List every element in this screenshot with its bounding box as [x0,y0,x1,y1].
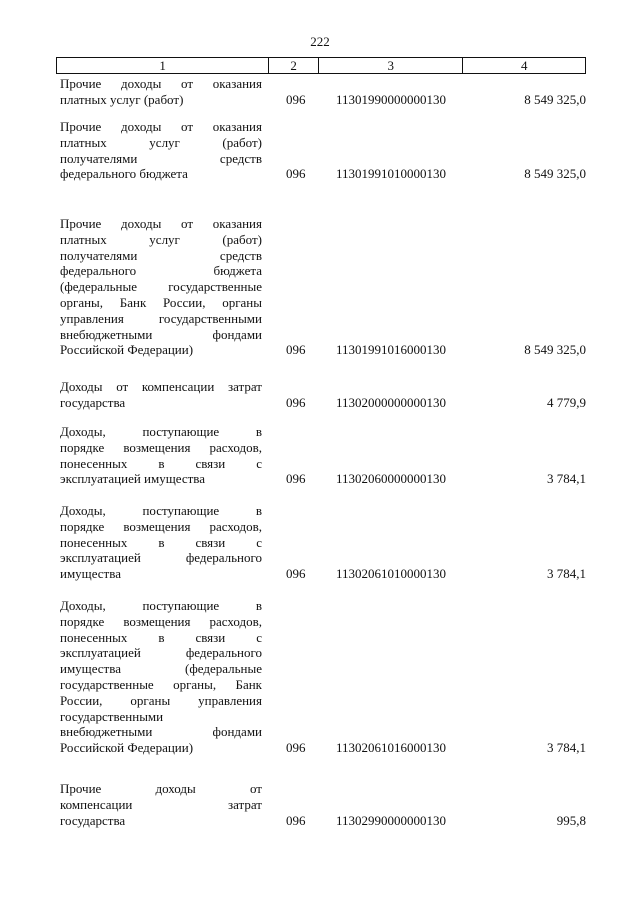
description-line: платных услуг (работ) [60,134,262,150]
description-line: Прочие доходы от оказания [60,119,262,134]
table-header [56,57,586,74]
table-row [60,503,586,582]
row-amount: 8 549 325,0 [524,166,586,182]
row-description [60,503,262,582]
table-row [60,379,586,411]
description-line: Доходы, поступающие в [60,598,262,613]
header-col-1: 1 [57,58,269,73]
description-line: имущества (федеральные [60,661,262,677]
description-line: органы, Банк России, органы [60,294,262,310]
description-line: Прочие доходы от оказания [60,76,262,91]
row-budget-code: 11301991010000130 [336,166,447,182]
description-line: России, органы управления [60,692,262,708]
header-col-2: 2 [269,58,319,73]
page-number: 222 [310,34,330,49]
description-line: государственные органы, Банк [60,676,262,692]
description-line: федерального бюджета [60,166,188,182]
table-row [60,781,586,828]
row-amount: 3 784,1 [547,471,586,487]
row-description [60,216,262,358]
table-row [60,216,586,358]
description-line: внебюджетными фондами [60,326,262,342]
row-description [60,598,262,756]
description-line: государственными [60,708,164,724]
row-amount: 8 549 325,0 [524,91,586,107]
description-line: управления государственными [60,310,262,326]
description-line: эксплуатацией федерального [60,550,262,566]
row-admin-code: 096 [286,394,306,410]
description-line: внебюджетными фондами [60,724,262,740]
row-amount: 8 549 325,0 [524,342,586,358]
description-line: понесенных в связи с [60,455,262,471]
row-budget-code: 11301990000000130 [336,91,447,107]
header-col-3: 3 [319,58,463,73]
description-line: компенсации затрат [60,796,262,812]
table-row [60,119,586,182]
description-line: Доходы от компенсации затрат [60,379,262,394]
description-line: федерального бюджета [60,263,262,279]
row-amount: 995,8 [556,812,586,828]
row-budget-code: 11302060000000130 [336,471,447,487]
description-line: понесенных в связи с [60,629,262,645]
description-line: эксплуатацией имущества [60,471,206,487]
description-line: порядке возмещения расходов, [60,613,262,629]
description-line: получателями средств [60,150,262,166]
description-line: получателями средств [60,247,262,263]
description-line: Доходы, поступающие в [60,503,262,518]
row-admin-code: 096 [286,740,306,756]
header-col-4: 4 [520,58,528,73]
table-row [60,76,586,108]
row-budget-code: 11302990000000130 [336,812,447,828]
row-amount: 4 779,9 [547,394,586,410]
row-description [60,119,262,182]
description-line: Прочие доходы от [60,781,262,796]
description-line: (федеральные государственные [60,279,262,295]
row-description [60,781,262,828]
row-admin-code: 096 [286,471,306,487]
row-description [60,76,262,108]
description-line: Доходы, поступающие в [60,424,262,439]
row-budget-code: 11302000000000130 [336,394,447,410]
row-admin-code: 096 [286,566,306,582]
description-line: порядке возмещения расходов, [60,439,262,455]
description-line: эксплуатацией федерального [60,645,262,661]
row-budget-code: 11301991016000130 [336,342,447,358]
description-line: имущества [60,566,121,582]
description-line: платных услуг (работ) [60,231,262,247]
row-description [60,379,262,411]
table-row [60,598,586,756]
row-description [60,424,262,487]
description-line: Российской Федерации) [60,740,194,756]
description-line: платных услуг (работ) [60,91,184,107]
description-line: Прочие доходы от оказания [60,216,262,231]
row-amount: 3 784,1 [547,740,586,756]
description-line: Российской Федерации) [60,342,194,358]
row-admin-code: 096 [286,91,306,107]
row-admin-code: 096 [286,166,306,182]
row-amount: 3 784,1 [547,566,586,582]
row-budget-code: 11302061016000130 [336,740,447,756]
row-admin-code: 096 [286,812,306,828]
table-row [60,424,586,487]
description-line: понесенных в связи с [60,534,262,550]
description-line: государства [60,394,126,410]
row-admin-code: 096 [286,342,306,358]
description-line: государства [60,812,126,828]
description-line: порядке возмещения расходов, [60,518,262,534]
row-budget-code: 11302061010000130 [336,566,447,582]
